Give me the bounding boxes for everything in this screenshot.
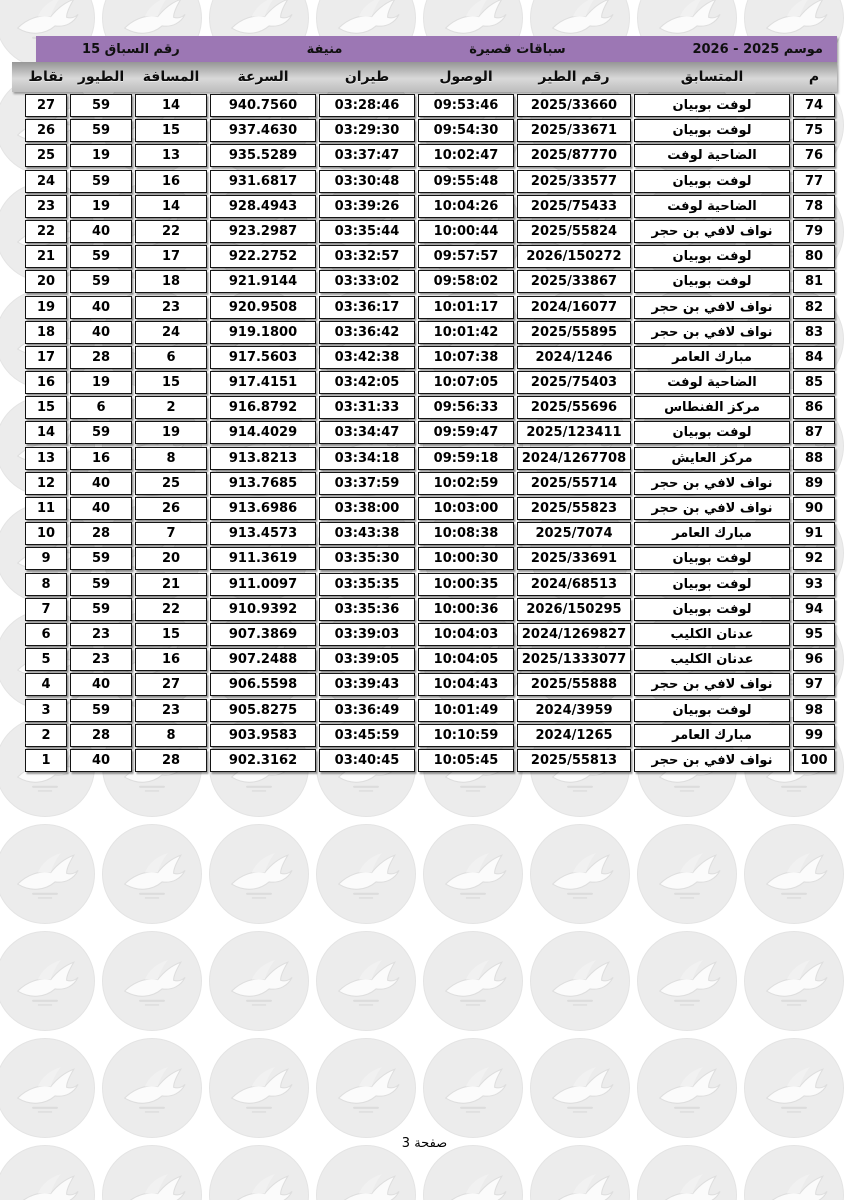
cell-flight-time: 03:34:18 <box>319 447 415 470</box>
cell-bird-number: 2024/1246 <box>517 346 631 369</box>
cell-points: 10 <box>25 522 67 545</box>
cell-flight-time: 03:34:47 <box>319 421 415 444</box>
cell-rank: 80 <box>793 245 835 268</box>
table-row <box>12 749 837 772</box>
cell-competitor: نواف لافي بن حجر <box>634 472 790 495</box>
cell-rank: 90 <box>793 497 835 520</box>
cell-rank: 88 <box>793 447 835 470</box>
cell-points: 9 <box>25 547 67 570</box>
cell-flight-time: 03:40:45 <box>319 749 415 772</box>
cell-rank: 77 <box>793 170 835 193</box>
cell-birds: 40 <box>70 296 132 319</box>
cell-arrival-time: 10:00:36 <box>418 598 514 621</box>
cell-bird-number: 2025/87770 <box>517 144 631 167</box>
cell-rank: 82 <box>793 296 835 319</box>
cell-arrival-time: 10:08:38 <box>418 522 514 545</box>
cell-arrival-time: 10:04:26 <box>418 195 514 218</box>
cell-speed: 940.7560 <box>210 94 316 117</box>
cell-bird-number: 2025/55895 <box>517 321 631 344</box>
cell-points: 13 <box>25 447 67 470</box>
page-number: صفحة 3 <box>401 1136 448 1151</box>
cell-speed: 922.2752 <box>210 245 316 268</box>
column-header-8: نقاط <box>28 69 64 85</box>
table-row <box>12 396 837 419</box>
cell-competitor: مبارك العامر <box>634 522 790 545</box>
cell-bird-number: 2025/33660 <box>517 94 631 117</box>
cell-competitor: لوفت بوبيان <box>634 547 790 570</box>
table-row <box>12 421 837 444</box>
column-header-5: السرعة <box>237 69 289 85</box>
cell-rank: 83 <box>793 321 835 344</box>
cell-points: 23 <box>25 195 67 218</box>
cell-rank: 95 <box>793 623 835 646</box>
table-row <box>12 699 837 722</box>
cell-rank: 74 <box>793 94 835 117</box>
cell-points: 12 <box>25 472 67 495</box>
cell-arrival-time: 10:01:42 <box>418 321 514 344</box>
table-row <box>12 472 837 495</box>
cell-birds: 59 <box>70 170 132 193</box>
cell-arrival-time: 09:59:47 <box>418 421 514 444</box>
cell-competitor: لوفت بوبيان <box>634 170 790 193</box>
cell-speed: 905.8275 <box>210 699 316 722</box>
cell-flight-time: 03:36:17 <box>319 296 415 319</box>
cell-bird-number: 2025/1333077 <box>517 648 631 671</box>
cell-bird-number: 2025/55888 <box>517 673 631 696</box>
cell-competitor: لوفت بوبيان <box>634 699 790 722</box>
cell-flight-time: 03:45:59 <box>319 724 415 747</box>
cell-speed: 916.8792 <box>210 396 316 419</box>
cell-competitor: لوفت بوبيان <box>634 270 790 293</box>
cell-speed: 917.4151 <box>210 371 316 394</box>
cell-rank: 76 <box>793 144 835 167</box>
season-label: موسم 2025 - 2026 <box>692 41 823 57</box>
table-row <box>12 623 837 646</box>
cell-distance: 23 <box>135 296 207 319</box>
cell-flight-time: 03:39:26 <box>319 195 415 218</box>
cell-points: 22 <box>25 220 67 243</box>
table-row <box>12 119 837 142</box>
cell-birds: 59 <box>70 598 132 621</box>
cell-arrival-time: 09:56:33 <box>418 396 514 419</box>
cell-rank: 98 <box>793 699 835 722</box>
cell-speed: 919.1800 <box>210 321 316 344</box>
cell-bird-number: 2025/75403 <box>517 371 631 394</box>
cell-competitor: لوفت بوبيان <box>634 573 790 596</box>
cell-rank: 86 <box>793 396 835 419</box>
cell-birds: 59 <box>70 94 132 117</box>
column-header-6: المسافة <box>142 69 200 85</box>
cell-birds: 16 <box>70 447 132 470</box>
cell-birds: 40 <box>70 497 132 520</box>
cell-distance: 25 <box>135 472 207 495</box>
table-row <box>12 547 837 570</box>
cell-competitor: نواف لافي بن حجر <box>634 749 790 772</box>
cell-birds: 19 <box>70 195 132 218</box>
cell-arrival-time: 10:01:49 <box>418 699 514 722</box>
cell-points: 7 <box>25 598 67 621</box>
table-row <box>12 724 837 747</box>
cell-points: 4 <box>25 673 67 696</box>
cell-birds: 23 <box>70 648 132 671</box>
cell-rank: 100 <box>793 749 835 772</box>
cell-birds: 19 <box>70 144 132 167</box>
cell-competitor: لوفت بوبيان <box>634 94 790 117</box>
cell-points: 17 <box>25 346 67 369</box>
cell-distance: 15 <box>135 119 207 142</box>
table-row <box>12 94 837 117</box>
cell-flight-time: 03:29:30 <box>319 119 415 142</box>
cell-distance: 26 <box>135 497 207 520</box>
race-header-bar <box>36 36 837 62</box>
cell-rank: 96 <box>793 648 835 671</box>
cell-points: 2 <box>25 724 67 747</box>
cell-speed: 913.7685 <box>210 472 316 495</box>
cell-bird-number: 2024/16077 <box>517 296 631 319</box>
cell-bird-number: 2025/33577 <box>517 170 631 193</box>
cell-distance: 16 <box>135 648 207 671</box>
cell-competitor: لوفت بوبيان <box>634 119 790 142</box>
cell-flight-time: 03:36:42 <box>319 321 415 344</box>
cell-birds: 40 <box>70 321 132 344</box>
cell-speed: 914.4029 <box>210 421 316 444</box>
cell-bird-number: 2025/33867 <box>517 270 631 293</box>
cell-arrival-time: 10:07:38 <box>418 346 514 369</box>
cell-speed: 906.5598 <box>210 673 316 696</box>
cell-birds: 28 <box>70 522 132 545</box>
cell-arrival-time: 10:07:05 <box>418 371 514 394</box>
table-row <box>12 321 837 344</box>
column-header-4: طيران <box>344 69 390 85</box>
cell-flight-time: 03:38:00 <box>319 497 415 520</box>
cell-distance: 8 <box>135 447 207 470</box>
cell-birds: 59 <box>70 245 132 268</box>
cell-speed: 911.0097 <box>210 573 316 596</box>
cell-bird-number: 2025/75433 <box>517 195 631 218</box>
cell-distance: 15 <box>135 371 207 394</box>
cell-speed: 917.5603 <box>210 346 316 369</box>
cell-bird-number: 2024/68513 <box>517 573 631 596</box>
table-row <box>12 245 837 268</box>
cell-speed: 931.6817 <box>210 170 316 193</box>
cell-distance: 20 <box>135 547 207 570</box>
cell-bird-number: 2025/123411 <box>517 421 631 444</box>
cell-speed: 913.4573 <box>210 522 316 545</box>
cell-distance: 22 <box>135 598 207 621</box>
cell-competitor: نواف لافي بن حجر <box>634 296 790 319</box>
cell-flight-time: 03:32:57 <box>319 245 415 268</box>
cell-flight-time: 03:30:48 <box>319 170 415 193</box>
cell-points: 19 <box>25 296 67 319</box>
table-row <box>12 371 837 394</box>
cell-flight-time: 03:35:36 <box>319 598 415 621</box>
cell-speed: 920.9508 <box>210 296 316 319</box>
table-row <box>12 598 837 621</box>
column-header-2: رقم الطير <box>538 69 610 85</box>
cell-bird-number: 2025/55823 <box>517 497 631 520</box>
cell-distance: 24 <box>135 321 207 344</box>
cell-rank: 92 <box>793 547 835 570</box>
table-row <box>12 673 837 696</box>
cell-speed: 902.3162 <box>210 749 316 772</box>
race-type-label: سباقات قصيرة <box>469 41 566 57</box>
race-number-label: رقم السباق 15 <box>82 41 180 57</box>
table-row <box>12 144 837 167</box>
cell-rank: 99 <box>793 724 835 747</box>
cell-arrival-time: 10:01:17 <box>418 296 514 319</box>
cell-speed: 923.2987 <box>210 220 316 243</box>
cell-points: 21 <box>25 245 67 268</box>
cell-competitor: نواف لافي بن حجر <box>634 220 790 243</box>
cell-flight-time: 03:37:59 <box>319 472 415 495</box>
cell-bird-number: 2025/7074 <box>517 522 631 545</box>
cell-arrival-time: 10:04:03 <box>418 623 514 646</box>
cell-bird-number: 2025/33691 <box>517 547 631 570</box>
cell-speed: 928.4943 <box>210 195 316 218</box>
table-row <box>12 346 837 369</box>
cell-bird-number: 2025/55813 <box>517 749 631 772</box>
cell-competitor: الضاحية لوفت <box>634 144 790 167</box>
cell-distance: 14 <box>135 94 207 117</box>
cell-points: 26 <box>25 119 67 142</box>
cell-rank: 85 <box>793 371 835 394</box>
cell-birds: 59 <box>70 119 132 142</box>
cell-arrival-time: 10:00:30 <box>418 547 514 570</box>
cell-competitor: عدنان الكليب <box>634 648 790 671</box>
cell-distance: 7 <box>135 522 207 545</box>
cell-birds: 59 <box>70 699 132 722</box>
cell-speed: 913.8213 <box>210 447 316 470</box>
cell-arrival-time: 10:05:45 <box>418 749 514 772</box>
cell-speed: 903.9583 <box>210 724 316 747</box>
cell-distance: 6 <box>135 346 207 369</box>
cell-flight-time: 03:39:05 <box>319 648 415 671</box>
cell-birds: 40 <box>70 220 132 243</box>
cell-points: 5 <box>25 648 67 671</box>
cell-points: 25 <box>25 144 67 167</box>
cell-birds: 28 <box>70 346 132 369</box>
cell-arrival-time: 09:53:46 <box>418 94 514 117</box>
cell-points: 14 <box>25 421 67 444</box>
cell-bird-number: 2025/55824 <box>517 220 631 243</box>
cell-flight-time: 03:28:46 <box>319 94 415 117</box>
cell-arrival-time: 10:04:05 <box>418 648 514 671</box>
cell-points: 20 <box>25 270 67 293</box>
cell-points: 8 <box>25 573 67 596</box>
column-header-0: م <box>808 69 820 85</box>
cell-flight-time: 03:31:33 <box>319 396 415 419</box>
cell-points: 11 <box>25 497 67 520</box>
cell-points: 6 <box>25 623 67 646</box>
cell-rank: 87 <box>793 421 835 444</box>
cell-rank: 89 <box>793 472 835 495</box>
cell-competitor: مبارك العامر <box>634 346 790 369</box>
cell-distance: 13 <box>135 144 207 167</box>
cell-points: 18 <box>25 321 67 344</box>
cell-distance: 15 <box>135 623 207 646</box>
cell-arrival-time: 10:10:59 <box>418 724 514 747</box>
cell-birds: 40 <box>70 673 132 696</box>
cell-distance: 27 <box>135 673 207 696</box>
cell-arrival-time: 10:00:44 <box>418 220 514 243</box>
cell-arrival-time: 10:04:43 <box>418 673 514 696</box>
cell-arrival-time: 09:57:57 <box>418 245 514 268</box>
cell-flight-time: 03:35:35 <box>319 573 415 596</box>
cell-points: 16 <box>25 371 67 394</box>
cell-rank: 91 <box>793 522 835 545</box>
cell-speed: 937.4630 <box>210 119 316 142</box>
cell-birds: 40 <box>70 749 132 772</box>
table-row <box>12 648 837 671</box>
cell-rank: 84 <box>793 346 835 369</box>
cell-birds: 23 <box>70 623 132 646</box>
cell-bird-number: 2026/150295 <box>517 598 631 621</box>
cell-birds: 19 <box>70 371 132 394</box>
cell-arrival-time: 09:58:02 <box>418 270 514 293</box>
cell-flight-time: 03:35:44 <box>319 220 415 243</box>
cell-competitor: الضاحية لوفت <box>634 371 790 394</box>
cell-flight-time: 03:36:49 <box>319 699 415 722</box>
results-table <box>12 94 837 772</box>
cell-rank: 75 <box>793 119 835 142</box>
cell-bird-number: 2025/33671 <box>517 119 631 142</box>
cell-competitor: نواف لافي بن حجر <box>634 497 790 520</box>
cell-distance: 18 <box>135 270 207 293</box>
cell-competitor: لوفت بوبيان <box>634 245 790 268</box>
column-header-3: الوصول <box>439 69 493 85</box>
cell-flight-time: 03:43:38 <box>319 522 415 545</box>
cell-speed: 907.2488 <box>210 648 316 671</box>
cell-competitor: عدنان الكليب <box>634 623 790 646</box>
race-location-label: منيفة <box>306 41 343 57</box>
cell-distance: 14 <box>135 195 207 218</box>
table-row <box>12 270 837 293</box>
cell-flight-time: 03:42:05 <box>319 371 415 394</box>
cell-distance: 22 <box>135 220 207 243</box>
cell-bird-number: 2026/150272 <box>517 245 631 268</box>
cell-rank: 94 <box>793 598 835 621</box>
cell-competitor: نواف لافي بن حجر <box>634 673 790 696</box>
table-row <box>12 522 837 545</box>
cell-arrival-time: 10:03:00 <box>418 497 514 520</box>
cell-points: 3 <box>25 699 67 722</box>
cell-distance: 2 <box>135 396 207 419</box>
cell-points: 27 <box>25 94 67 117</box>
cell-competitor: مركز الفنطاس <box>634 396 790 419</box>
cell-competitor: لوفت بوبيان <box>634 598 790 621</box>
table-row <box>12 447 837 470</box>
cell-competitor: لوفت بوبيان <box>634 421 790 444</box>
table-row <box>12 573 837 596</box>
column-header-1: المتسابق <box>680 69 744 85</box>
cell-birds: 40 <box>70 472 132 495</box>
cell-speed: 913.6986 <box>210 497 316 520</box>
cell-arrival-time: 10:00:35 <box>418 573 514 596</box>
cell-speed: 910.9392 <box>210 598 316 621</box>
cell-rank: 79 <box>793 220 835 243</box>
cell-distance: 28 <box>135 749 207 772</box>
table-row <box>12 195 837 218</box>
cell-birds: 28 <box>70 724 132 747</box>
cell-bird-number: 2025/55696 <box>517 396 631 419</box>
cell-rank: 97 <box>793 673 835 696</box>
cell-speed: 911.3619 <box>210 547 316 570</box>
table-header-row <box>12 62 837 92</box>
cell-rank: 81 <box>793 270 835 293</box>
column-header-7: الطيور <box>77 69 125 85</box>
cell-competitor: نواف لافي بن حجر <box>634 321 790 344</box>
cell-speed: 921.9144 <box>210 270 316 293</box>
cell-bird-number: 2025/55714 <box>517 472 631 495</box>
cell-rank: 78 <box>793 195 835 218</box>
cell-arrival-time: 09:54:30 <box>418 119 514 142</box>
cell-points: 24 <box>25 170 67 193</box>
cell-birds: 59 <box>70 573 132 596</box>
cell-flight-time: 03:39:43 <box>319 673 415 696</box>
cell-competitor: مبارك العامر <box>634 724 790 747</box>
cell-arrival-time: 09:59:18 <box>418 447 514 470</box>
table-row <box>12 220 837 243</box>
cell-competitor: الضاحية لوفت <box>634 195 790 218</box>
cell-arrival-time: 09:55:48 <box>418 170 514 193</box>
cell-birds: 6 <box>70 396 132 419</box>
table-row <box>12 497 837 520</box>
cell-flight-time: 03:37:47 <box>319 144 415 167</box>
table-row <box>12 170 837 193</box>
cell-rank: 93 <box>793 573 835 596</box>
cell-competitor: مركز العايش <box>634 447 790 470</box>
cell-bird-number: 2024/1265 <box>517 724 631 747</box>
cell-distance: 21 <box>135 573 207 596</box>
cell-flight-time: 03:39:03 <box>319 623 415 646</box>
cell-birds: 59 <box>70 270 132 293</box>
cell-arrival-time: 10:02:47 <box>418 144 514 167</box>
cell-distance: 16 <box>135 170 207 193</box>
cell-speed: 907.3869 <box>210 623 316 646</box>
cell-distance: 17 <box>135 245 207 268</box>
cell-speed: 935.5289 <box>210 144 316 167</box>
cell-birds: 59 <box>70 421 132 444</box>
cell-bird-number: 2024/1267708 <box>517 447 631 470</box>
cell-arrival-time: 10:02:59 <box>418 472 514 495</box>
cell-flight-time: 03:33:02 <box>319 270 415 293</box>
cell-flight-time: 03:42:38 <box>319 346 415 369</box>
cell-birds: 59 <box>70 547 132 570</box>
cell-bird-number: 2024/1269827 <box>517 623 631 646</box>
cell-bird-number: 2024/3959 <box>517 699 631 722</box>
cell-distance: 8 <box>135 724 207 747</box>
table-row <box>12 296 837 319</box>
cell-distance: 19 <box>135 421 207 444</box>
cell-distance: 23 <box>135 699 207 722</box>
cell-points: 15 <box>25 396 67 419</box>
cell-points: 1 <box>25 749 67 772</box>
cell-flight-time: 03:35:30 <box>319 547 415 570</box>
